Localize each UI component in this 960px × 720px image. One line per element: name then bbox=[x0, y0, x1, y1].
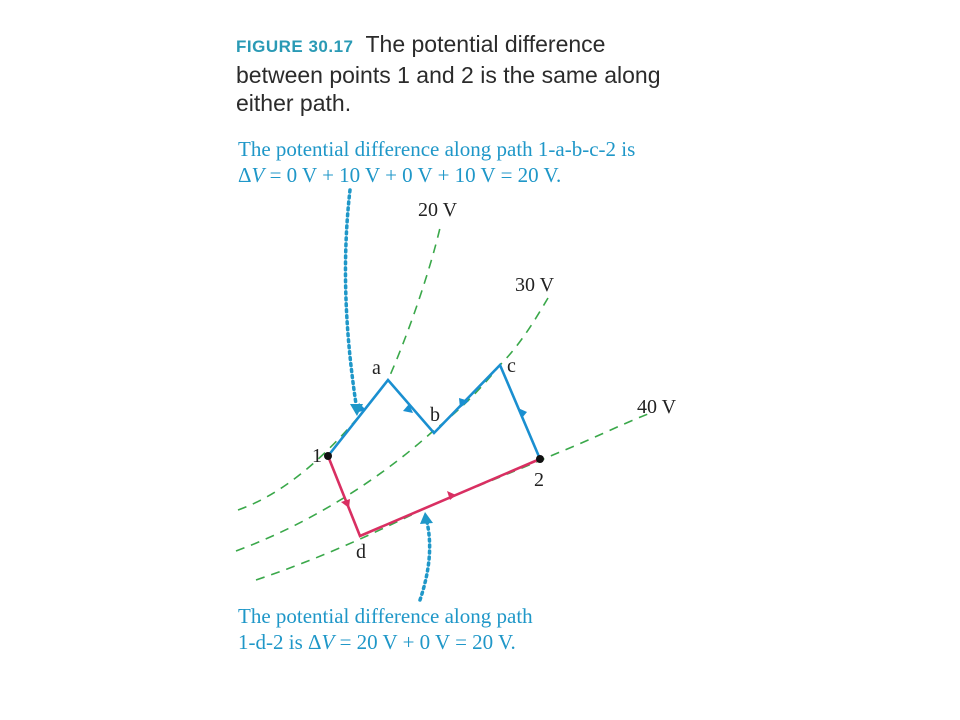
equipotential-30v-line bbox=[236, 298, 548, 551]
point-2-dot bbox=[536, 455, 544, 463]
point-d-label: d bbox=[356, 541, 366, 563]
point-1-label: 1 bbox=[312, 445, 322, 467]
annotation-bottom-line2: 1-d-2 is ΔV = 20 V + 0 V = 20 V. bbox=[238, 630, 516, 654]
figure-number: FIGURE 30.17 bbox=[236, 37, 354, 56]
point-1-dot bbox=[324, 452, 332, 460]
point-2-label: 2 bbox=[534, 469, 544, 491]
annotation-bottom-line1: The potential difference along path bbox=[238, 604, 533, 628]
point-a-label: a bbox=[372, 357, 381, 379]
point-b-label: b bbox=[430, 404, 440, 426]
equipotential-40v-label: 40 V bbox=[637, 396, 677, 418]
equipotential-20v-label: 20 V bbox=[418, 199, 458, 221]
equipotential-30v-label: 30 V bbox=[515, 274, 555, 296]
pointer-bottom-dotted bbox=[420, 522, 430, 600]
path-1d2 bbox=[328, 456, 540, 536]
pointer-top-dotted bbox=[345, 190, 356, 404]
figure-caption-text: The potential difference between points 1 and 2 is the same along either path. bbox=[236, 31, 661, 116]
annotation-top-line2: ΔV = 0 V + 10 V + 0 V + 10 V = 20 V. bbox=[238, 163, 562, 187]
pointer-bottom-arrowhead-icon bbox=[420, 512, 433, 524]
annotation-top-line1: The potential difference along path 1-a-b-c-2 is bbox=[238, 137, 636, 161]
point-c-label: c bbox=[507, 355, 516, 377]
equipotential-20v-line bbox=[238, 228, 440, 510]
